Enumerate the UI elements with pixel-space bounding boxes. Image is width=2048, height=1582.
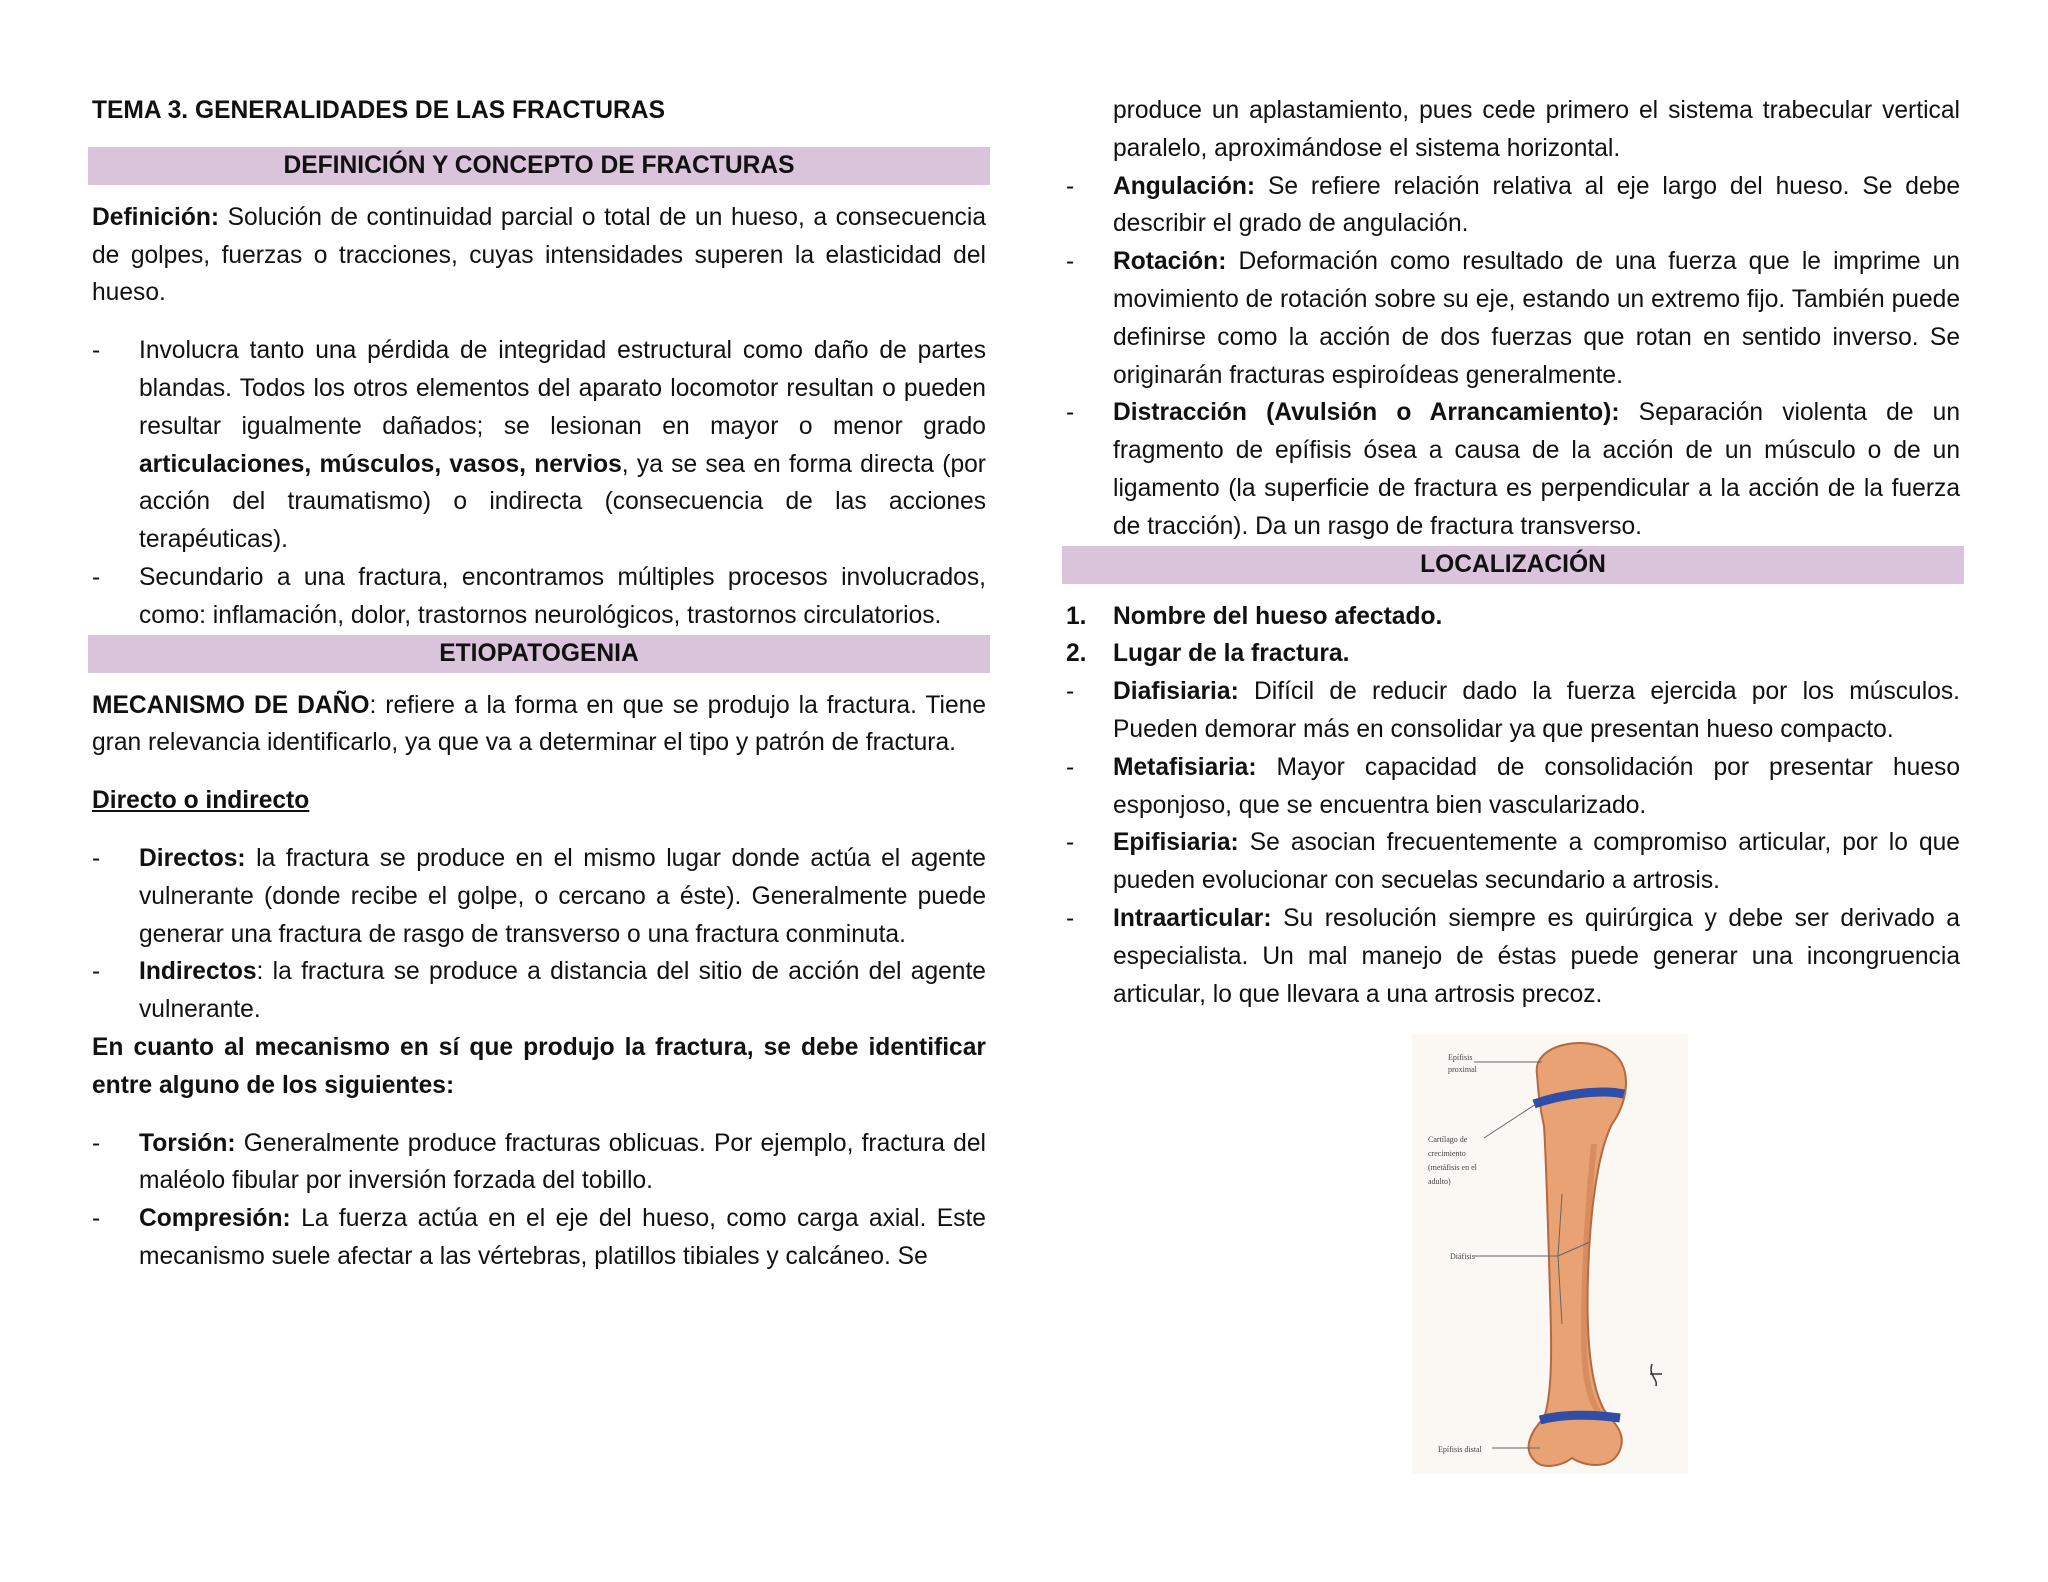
item-text: la fractura se produce en el mismo lugar donde actúa el agente vulnerante (donde recibe el golpe, o cercano a éste). Generalmente puede generar una fractura de rasgo de transverso o una fractura conminuta.	[139, 844, 986, 948]
section-band-definicion: DEFINICIÓN Y CONCEPTO DE FRACTURAS	[88, 147, 990, 185]
label-cartilago-4: adulto)	[1428, 1177, 1451, 1186]
item-text: Lugar de la fractura.	[1113, 640, 1350, 668]
list-number: 1.	[1066, 602, 1087, 630]
list-item	[1066, 168, 1960, 244]
list-item	[1066, 598, 1960, 636]
definition-bullets	[92, 332, 986, 634]
label-diafisis: Diáfisis	[1450, 1252, 1475, 1261]
list-item	[92, 1200, 986, 1276]
mechanism-list-right	[1066, 92, 1960, 546]
item-text: Nombre del hueso afectado.	[1113, 602, 1443, 630]
item-label: Metafisiaria:	[1113, 753, 1257, 781]
list-item	[1066, 243, 1960, 394]
item-text: La fuerza actúa en el eje del hueso, como carga axial. Este mecanismo suele afectar a las vértebras, platillos tibiales y calcáneo. Se	[139, 1205, 986, 1270]
section-band-localizacion: LOCALIZACIÓN	[1062, 546, 1964, 584]
bullet-text: , ya se sea en forma directa (por acción del traumatismo) o indirecta (consecuencia de las acciones terapéuticas).	[139, 450, 986, 554]
item-label: Compresión:	[139, 1205, 291, 1233]
subheading-directo	[92, 782, 986, 820]
item-text: Su resolución siempre es quirúrgica y debe ser derivado a especialista. Un mal manejo de éstas puede generar una incongruencia articular, lo que llevara a una artrosis precoz.	[1113, 904, 1960, 1008]
list-item	[1066, 635, 1960, 673]
list-item	[1066, 824, 1960, 900]
mechanism-intro-text: En cuanto al mecanismo en sí que produjo la fractura, se debe identificar entre alguno de los siguientes:	[92, 1033, 986, 1099]
list-item-continued	[1066, 92, 1960, 168]
item-text: Difícil de reducir dado la fuerza ejercida por los músculos. Pueden demorar más en consolidar ya que presentan hueso compacto.	[1113, 678, 1960, 743]
bullet-bold-text: articulaciones, músculos, vasos, nervios	[139, 450, 622, 478]
label-cartilago-3: (metáfisis en el	[1428, 1163, 1477, 1172]
label-epifisis-proximal-1: Epífisis	[1448, 1053, 1473, 1062]
item-text: Se refiere relación relativa al eje largo del hueso. Se debe describir el grado de angulación.	[1113, 172, 1960, 238]
mechanism-label: MECANISMO DE DAÑO	[92, 691, 370, 719]
item-label: Diafisiaria:	[1113, 678, 1239, 706]
item-text: produce un aplastamiento, pues cede primero el sistema trabecular vertical paralelo, aproximándose el sistema horizontal.	[1113, 97, 1960, 162]
item-label: Distracción (Avulsión o Arrancamiento):	[1113, 399, 1620, 427]
label-epifisis-distal: Epífisis distal	[1438, 1445, 1482, 1454]
list-item	[1066, 394, 1960, 545]
item-label: Directos:	[139, 844, 246, 872]
subheading-text: Directo o indirecto	[92, 787, 310, 815]
item-text: Se asocian frecuentemente a compromiso articular, por lo que pueden evolucionar con secuelas secundario a artrosis.	[1113, 829, 1960, 895]
mechanism-paragraph	[92, 687, 986, 763]
list-number: 2.	[1066, 640, 1087, 668]
definition-label: Definición:	[92, 203, 220, 231]
item-text: : la fractura se produce a distancia del sitio de acción del agente vulnerante.	[139, 958, 986, 1024]
list-item	[1066, 900, 1960, 1013]
list-item	[1066, 749, 1960, 825]
item-label: Rotación:	[1113, 248, 1227, 276]
location-list	[1066, 673, 1960, 1013]
bullet-text: Involucra tanto una pérdida de integridad estructural como daño de partes blandas. Todos los otros elementos del aparato locomotor resultan o pueden resultar igualmente dañados; se lesionan en mayor o menor grado	[139, 337, 986, 440]
item-label: Intraarticular:	[1113, 904, 1272, 932]
list-item	[92, 953, 986, 1029]
label-cartilago-1: Cartílago de	[1428, 1135, 1468, 1144]
definition-text: Solución de continuidad parcial o total de un hueso, a consecuencia de golpes, fuerzas o tracciones, cuyas intensidades superen la elasticidad del hueso.	[92, 203, 986, 307]
item-label: Torsión:	[139, 1129, 236, 1157]
left-column	[92, 92, 986, 1276]
label-cartilago-2: crecimiento	[1428, 1149, 1466, 1158]
item-text: Mayor capacidad de consolidación por presentar hueso esponjoso, que se encuentra bien vascularizado.	[1113, 753, 1960, 819]
direct-indirect-list	[92, 840, 986, 1029]
item-text: Separación violenta de un fragmento de epífisis ósea a causa de la acción de un músculo o de un ligamento (la superficie de fractura es perpendicular a la acción de la fuerza de tracción). Da un rasgo de fractura transverso.	[1113, 399, 1960, 540]
item-label: Epifisiaria:	[1113, 829, 1239, 857]
section-band-etiopatogenia: ETIOPATOGENIA	[88, 635, 990, 673]
list-item	[92, 1125, 986, 1201]
mechanism-text: : refiere a la forma en que se produjo la fractura. Tiene gran relevancia identificarlo, ya que va a determinar el tipo y patrón de fractura.	[92, 691, 987, 757]
item-label: Angulación:	[1113, 172, 1256, 200]
item-text: Deformación como resultado de una fuerza que le imprime un movimiento de rotación sobre su eje, estando un extremo fijo. También puede definirse como la acción de dos fuerzas que rotan en sentido inverso. Se originarán fracturas espiroídeas generalmente.	[1113, 248, 1960, 389]
mechanism-list-left	[92, 1125, 986, 1276]
bone-svg	[1412, 1034, 1688, 1474]
page-title: TEMA 3. GENERALIDADES DE LAS FRACTURAS	[92, 97, 665, 124]
item-label: Indirectos	[139, 958, 257, 986]
distal-cartilage	[1540, 1415, 1620, 1420]
list-item	[92, 332, 986, 559]
definition-paragraph	[92, 199, 986, 312]
location-numbered-list	[1066, 598, 1960, 674]
list-item	[92, 840, 986, 953]
long-bone-illustration	[1412, 1034, 1688, 1474]
label-epifisis-proximal-2: proximal	[1448, 1065, 1477, 1074]
list-item	[1066, 673, 1960, 749]
mechanism-intro	[92, 1029, 986, 1105]
item-text: Generalmente produce fracturas oblicuas. Por ejemplo, fractura del maléolo fibular por inversión forzada del tobillo.	[139, 1129, 986, 1195]
list-item: - Secundario a una fractura, encontramos múltiples procesos involucrados, como: inflamación, dolor, trastornos neurológicos, trastornos circulatorios.	[92, 559, 986, 635]
right-column	[1066, 92, 1960, 1013]
